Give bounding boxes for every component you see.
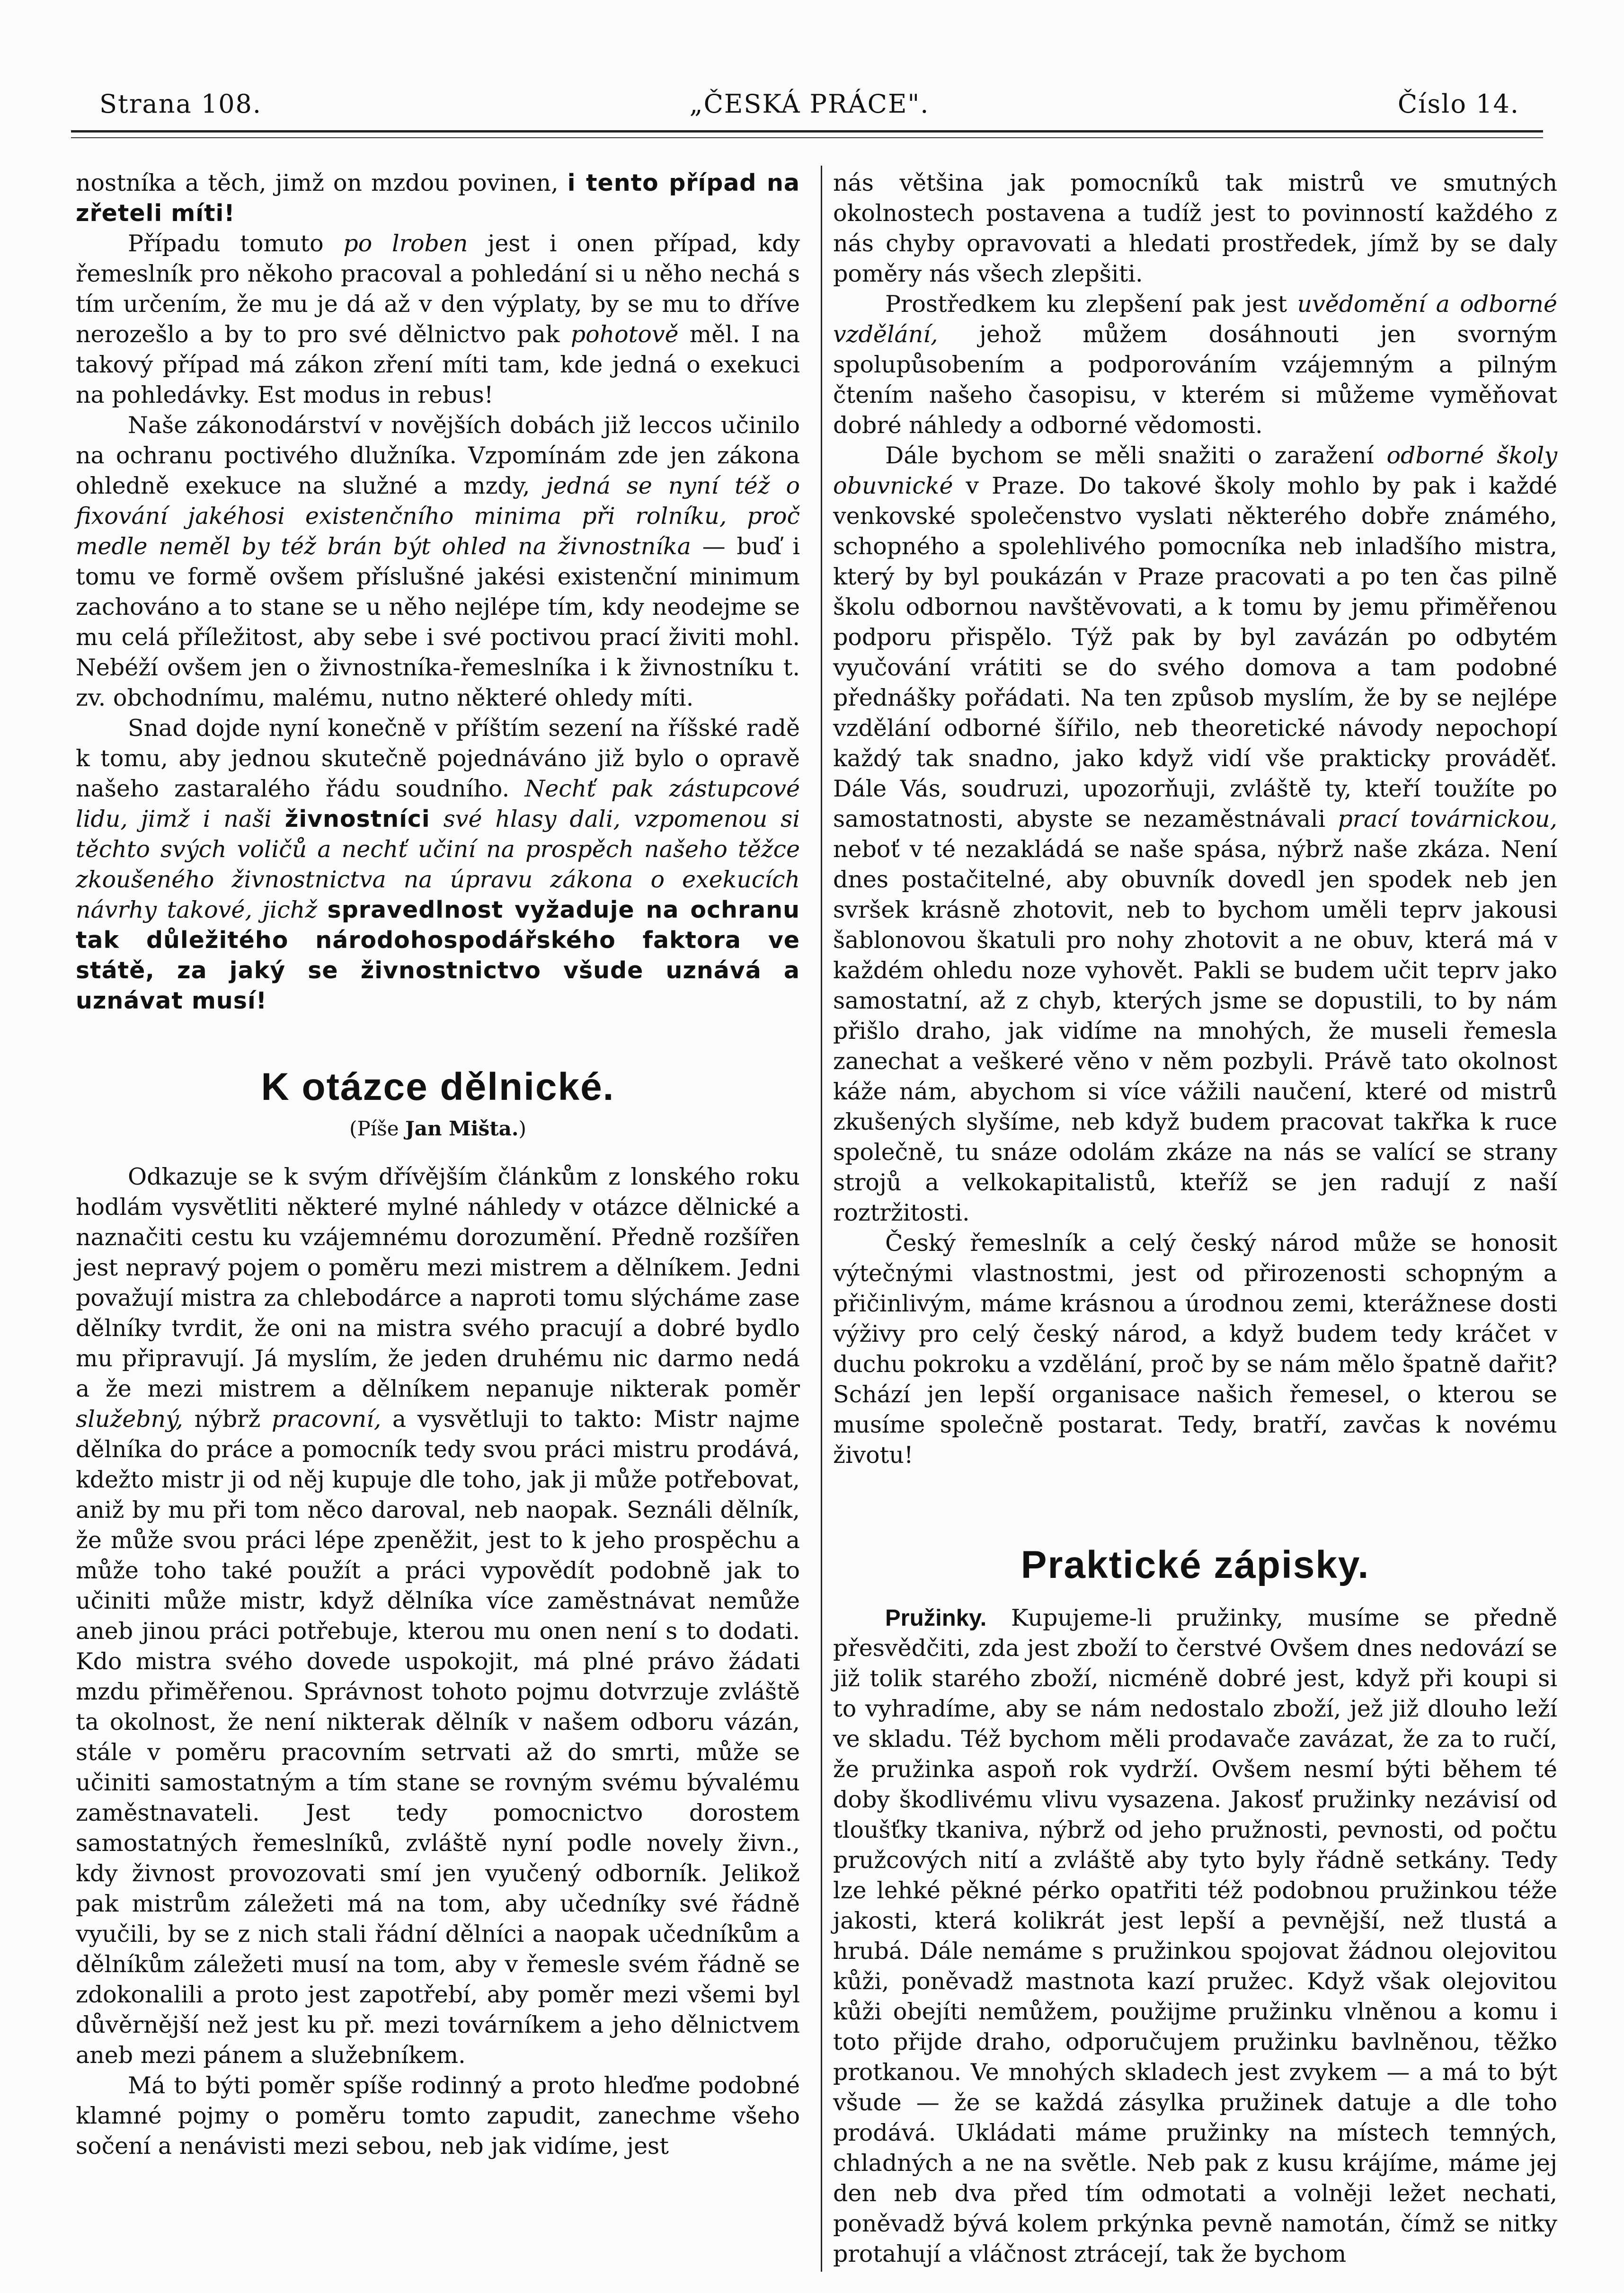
author-name: Jan Mišta. — [405, 1117, 519, 1140]
paragraph: Odkazuje se k svým dřívějším článkům z lonského roku hodlám vysvětliti některé mylné náhledy v otázce dělnické a naznačiti cestu ku vzájemnému dorozumění. Předně rozšířen jest nepravý pojem o poměru mezi mistrem a dělníkem. Jedni považují mistra za chlebodárce a naproti tomu slýcháme zase dělníky tvrdit, že oni na mistra svého pracují a dobré bydlo mu připravují. Já myslím, že jeden druhému nic darmo nedá a že mezi mistrem a dělníkem nepanuje nikterak poměr služebný, nýbrž pracovní, a vysvětluji to takto: Mistr najme dělníka do práce a pomocník tedy svou práci mistru prodává, kdežto mistr ji od něj kupuje dle toho, jak ji může potřebovat, aniž by mu při tom něco daroval, neb naopak. Seználi dělník, že může svou práci lépe zpeněžit, jest to k jeho prospěchu a může toho také použít a práci vypovědít podobně jak to učiniti může mistr, když dělníka více zaměstnávat nemůže aneb jinou práci potřebuje, kterou mu onen není s to dodati. Kdo mistra svého dovede uspokojit, má plné právo žádati mzdu přiměřenou. Správnost tohoto pojmu dotvrzuje zvláště ta okolnost, že není nikterak dělník v našem odboru vázán, stále v poměru pracovním setrvati až do smrti, může se učiniti samostatným a tím stane se rovným svému bývalému zaměstnavateli. Jest tedy pomocnictvo dorostem samostatných řemeslníků, zvláště nyní podle novely živn., kdy živnost provozovati smí jen vyučený odborník. Jelikož pak mistrům záležeti má na tom, aby učedníky své řádně vyučili, by se z nich stali řádní dělníci a naopak učedníkům a dělníkům záležeti musí na tom, aby v řemesle svém řádně se zdokonalili a proto jest zapotřebí, aby poměr mezi všemi byl důvěrnější než jest ku př. mezi továrníkem a jeho dělnictvem aneb mezi pánem a služebníkem. — [76, 1163, 800, 2069]
paragraph: Prostředkem ku zlepšení pak jest uvědomění a odborné vzdělání, jehož můžem dosáhnouti jen svorným spolupůsobením a podporováním vzájemným a pilným čtením našeho časopisu, v kterém si můžeme vyměňovat dobré náhledy a odborné vědomosti. — [833, 291, 1558, 439]
header-rule-thin — [71, 137, 1543, 138]
left-column — [76, 168, 800, 2161]
paragraph: Snad dojde nyní konečně v příštím sezení na říšské radě k tomu, aby jednou skutečně pojednáváno již bylo o opravě našeho zastaralého řádu soudního. Nechť pak zástupcové lidu, jimž i naši živnostníci své hlasy dali, vzpomenou si těchto svých voličů a nechť učiní na prospěch našeho těžce zkoušeného živnostnictva na úpravu zákona o exekucích návrhy takové, jichž spravedlnost vyžaduje na ochranu tak důležitého národohospodářského faktora ve státě, za jaký se živnostnictvo všude uznává a uznávat musí! — [76, 715, 800, 1014]
paragraph: nás většina jak pomocníků tak mistrů ve smutných okolnostech postavena a tudíž jest to povinností každého z nás chyby opravovati a hledati prostředek, jímž by se daly poměry nás všech zlepšiti. — [833, 169, 1557, 287]
paragraph: Dále bychom se měli snažiti o zaražení odborné školy obuvnické v Praze. Do takové školy mohlo by pak i každé venkovské společenstvo vyslati některého dobře známého, schopného a spolehlivého pomocníka neb inladšího mistra, který by byl poukázán v Praze pracovati a po ten čas pilně školu odbornou navštěvovati, a k tomu by jemu přiměřenou podporu přispělo. Týž pak by byl zavázán po odbytém vyučování vrátiti se do svého domova a tam podobné přednášky pořádati. Na ten způsob myslím, že by se nejlépe vzdělání odborné šířilo, neb theoretické návody nepochopí každý tak snadno, jako když vidí vše prakticky prováděť. Dále Vás, soudruzi, upozorňuji, zvláště ty, kteří toužíte po samostatnosti, abyste se nezaměstnávali prací továrnickou, neboť v té nezakládá se naše spása, nýbrž naše zkáza. Není dnes postačitelné, aby obuvník dovedl jen spodek neb jen svršek krásně zhotovit, neb to bychom uměli teprv jakousi šablonovou škatuli pro nohy zhotovit a ne obuv, která má v každém ohledu noze vyhovět. Pakli se budem učit teprv jako samostatní, až z chyb, kterých jsme se dopustili, to by nám přišlo draho, jak vidíme na mnohých, že museli řemesla zanechat a veškeré věno v něm pozbyli. Právě tato okolnost káže nám, abychom si více vážili naučení, které od mistrů zkušených slyšíme, neb když budem pracovat takřka k ruce společně, tu snáze odolám zkáze na nás se valící se strany strojů a velkokapitalistů, kteříž se jen radují z naší roztržitosti. — [833, 442, 1558, 1226]
article-title: K otázce dělnické. — [261, 1065, 615, 1108]
paragraph: Má to býti poměr spíše rodinný a proto hleďme podobné klamné pojmy o poměru tomto zapudit, zanechme všeho sočení a nenávisti mezi sebou, neb jak vidíme, jest — [76, 2072, 800, 2160]
column-divider — [821, 166, 822, 2272]
issue-number: Číslo 14. — [1397, 89, 1519, 119]
paragraph: Český řemeslník a celý český národ může se honosit výtečnými vlastnostmi, jest od přirozenosti schopným a přičinlivým, máme krásnou a úrodnou zemi, kterážnese dosti výživy pro celý český národ, a když budem tedy kráčet v duchu pokroku a vzdělání, proč by se nám mělo špatně dařit? Schází jen lepší organisace našich řemesel, o kterou se musíme společně postarat. Tedy, bratří, zavčas k novému životu! — [833, 1230, 1557, 1469]
right-column — [833, 168, 1557, 2269]
paragraph: Případu tomuto po lroben jest i onen případ, kdy řemeslník pro někoho pracoval a pohledání si u něho nechá s tím určením, že mu je dá až v den výplaty, by se mu to dříve nerozešlo a by to pro své dělnictvo pak pohotově měl. I na takový případ má zákon zření míti tam, kde jedná o exekuci na pohledávky. Est modus in rebus! — [76, 230, 800, 408]
header-rule-thick — [71, 130, 1543, 133]
paragraph: Naše zákonodárství v novějších dobách již leccos učinilo na ochranu poctivého dlužníka. Vzpomínám zde jen zákona ohledně exekuce na služné a mzdy, jedná se nyní též o fixování jakéhosi existenčního minima při rolníku, proč medle neměl by též brán být ohled na živnostníka — buď i tomu ve formě ovšem příslušné jakési existenční minimum zachováno a to stane se u něho nejlépe tím, kdy neodejme se mu celá příležitost, aby sebe i své poctivou prací živiti mohl. Nebéží ovšem jen o živnostníka-řemeslníka i k živnostníku t. zv. obchodnímu, malému, nutno některé ohledy míti. — [76, 412, 800, 711]
entry-heading: Pružinky. — [885, 1605, 987, 1631]
journal-title: „ČESKÁ PRÁCE". — [689, 89, 930, 119]
page-number: Strana 108. — [99, 89, 262, 119]
paragraph: Pružinky. Kupujeme-li pružinky, musíme se předně přesvědčiti, zda jest zboží to čerstvé Ovšem dnes nedovází se již tolik starého zboží, nicméně dobré jest, když při koupi si to vyhradíme, aby se nám nedostalo zboží, jež již dlouho leží ve skladu. Též bychom měli prodavače zavázat, že za to ručí, že pružinka aspoň rok vydrží. Ovšem nesmí býti během té doby škodlivému vlivu vysazena. Jakosť pružinky nezávisí od tloušťky tkaniva, nýbrž od jeho pružnosti, pevnosti, od počtu pružcových nití a zvláště aby tyto byly řádně setkány. Tedy lze lehké pěkné pérko opatřiti též podobnou pružinkou téže jakosti, která kolikrát jest lepší a pevnější, než tlustá a hrubá. Dále nemáme s pružinkou spojovat žádnou olejovitou kůži, poněvadž mastnota kazí pružec. Když však olejovitou kůži obejíti nemůžem, použijme pružinku vlněnou a komu i toto přijde draho, odporučujem pružinku bavlněnou, těžko protkanou. Ve mnohých skladech jest zvykem — a má to být všude — že se každá zásylka pružinek datuje a dle toho prodává. Ukládati máme pružinky na místech temných, chladných a ne na světle. Neb pak z kusu krájíme, máme jej den neb dva před tím odmotati a volněji ležet nechati, poněvadž bývá kolem prkýnka pevně namotán, čímž se nitky protahují a vláčnost ztrácejí, tak že bychom — [833, 1604, 1558, 2267]
paragraph: nostníka a těch, jimž on mzdou povinen, i tento případ na zřeteli míti! — [76, 169, 800, 227]
byline: (Píše Jan Mišta.) — [349, 1117, 526, 1140]
page-header — [99, 80, 1519, 123]
section-title: Praktické zápisky. — [1021, 1543, 1370, 1586]
